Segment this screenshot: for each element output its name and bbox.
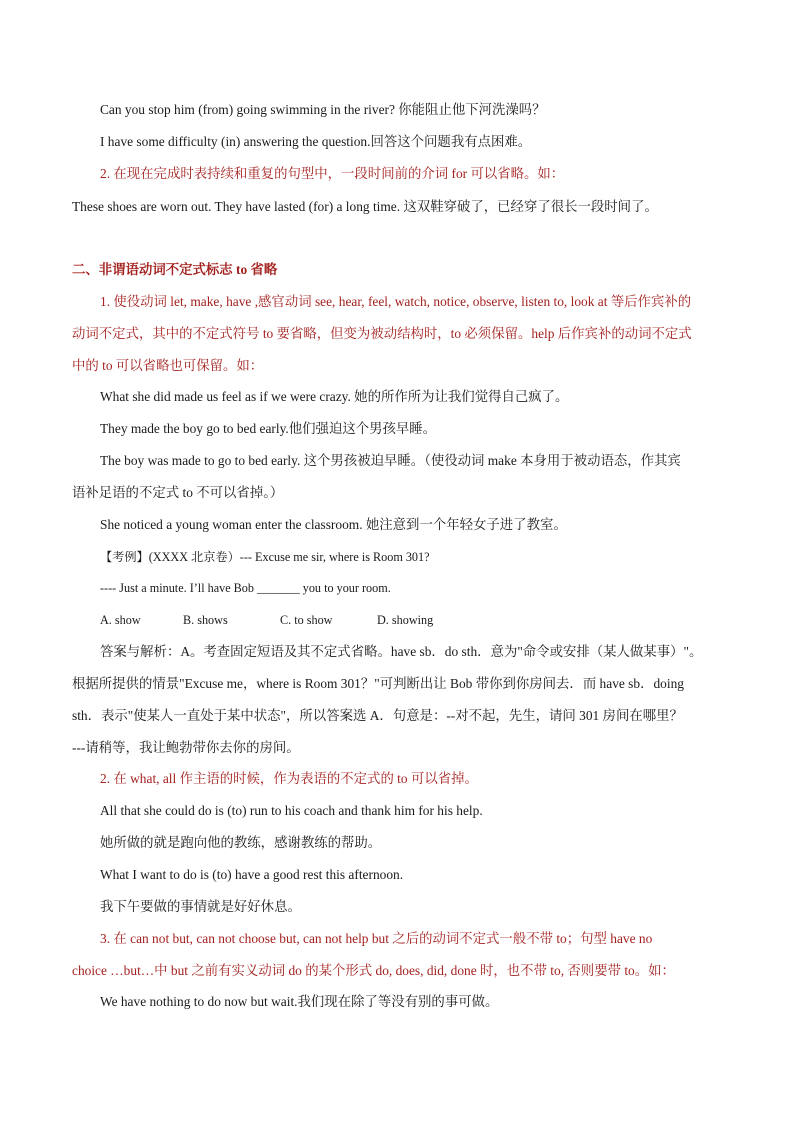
example-line: 她所做的就是跑向他的教练，感谢教练的帮助。 <box>100 835 382 850</box>
answer-line: 答案与解析：A。考查固定短语及其不定式省略。have sb．do sth．意为"命令或安排（某人做某事）"。 <box>100 644 703 659</box>
rule-text: choice …but…中 but 之前有实义动词 do 的某个形式 do, does, did, done 时，也不带 to, 否则要带 to。如： <box>72 963 675 978</box>
example-line: What she did made us feel as if we were crazy. 她的所作所为让我们觉得自己疯了。 <box>100 389 569 404</box>
rule-text: 1. 使役动词 let, make, have ,感官动词 see, hear, feel, watch, notice, observe, listen to, look at 等后作宾补的 <box>100 294 692 309</box>
rule-heading: 2. 在 what, all 作主语的时候，作为表语的不定式的 to 可以省掉。 <box>100 771 478 786</box>
rule-heading: 2. 在现在完成时表持续和重复的句型中，一段时间前的介词 for 可以省略。如： <box>100 166 565 181</box>
rule-text: 中的 to 可以省略也可保留。如： <box>72 358 264 373</box>
example-line: She noticed a young woman enter the classroom. 她注意到一个年轻女子进了教室。 <box>100 517 567 532</box>
option-c: C. to show <box>280 613 333 627</box>
answer-line: sth．表示"使某人一直处于某中状态"，所以答案选 A．句意是：--对不起，先生，请问 301 房间在哪里？ <box>72 708 683 723</box>
example-line: The boy was made to go to bed early. 这个男孩被迫早睡。（使役动词 make 本身用于被动语态，作其宾 <box>100 453 681 468</box>
example-line: They made the boy go to bed early.他们强迫这个男孩早睡。 <box>100 421 437 436</box>
example-line: 语补足语的不定式 to 不可以省掉。） <box>72 485 284 500</box>
answer-line: 根据所提供的情景"Excuse me，where is Room 301？"可判断出让 Bob 带你到你房间去．而 have sb．doing <box>72 676 684 691</box>
example-line: All that she could do is (to) run to his coach and thank him for his help. <box>100 803 483 818</box>
section-heading: 二、非谓语动词不定式标志 to 省略 <box>72 262 278 277</box>
text-line: I have some difficulty (in) answering the question.回答这个问题我有点困难。 <box>100 134 532 149</box>
rule-text: 动词不定式，其中的不定式符号 to 要省略，但变为被动结构时，to 必须保留。help 后作宾补的动词不定式 <box>72 326 692 341</box>
example-line: What I want to do is (to) have a good rest this afternoon. <box>100 867 404 882</box>
text-line: Can you stop him (from) going swimming in the river? 你能阻止他下河洗澡吗？ <box>100 102 546 117</box>
rule-text: 3. 在 can not but, can not choose but, can not help but 之后的动词不定式一般不带 to；句型 have no <box>100 931 653 946</box>
exam-question: ---- Just a minute. I’ll have Bob _______ you to your room. <box>100 581 391 595</box>
exam-question: 【考例】(XXXX 北京卷）--- Excuse me sir, where is Room 301? <box>100 550 430 564</box>
example-line: We have nothing to do now but wait.我们现在除了等没有别的事可做。 <box>100 994 499 1009</box>
text-line: These shoes are worn out. They have lasted (for) a long time. 这双鞋穿破了，已经穿了很长一段时间了。 <box>72 199 658 214</box>
example-line: 我下午要做的事情就是好好休息。 <box>100 899 301 914</box>
option-d: D. showing <box>377 613 434 627</box>
answer-line: ---请稍等，我让鲍勃带你去你的房间。 <box>72 740 300 755</box>
option-a: A. show <box>100 613 141 627</box>
option-b: B. shows <box>183 613 228 627</box>
